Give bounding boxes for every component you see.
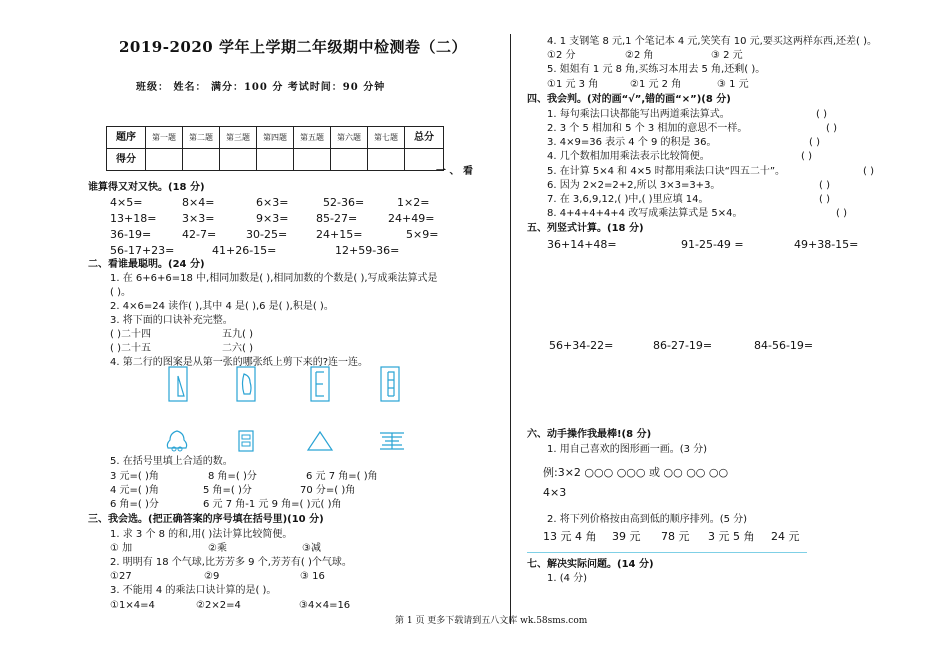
vertical-calc-item: 49+38-15=	[794, 238, 859, 251]
q3-4-option: ②2 角	[625, 50, 654, 61]
q3-4: 4. 1 支钢笔 8 元,1 个笔记本 4 元,笑笑有 10 元,要买这两样东西,还差( )。	[547, 36, 878, 47]
q2-5-item: 6 角=( )分	[110, 499, 159, 510]
q2-1-line-b: ( )。	[110, 287, 131, 298]
calc-item: 8×4=	[182, 196, 215, 209]
judge-answer-blank[interactable]: ( )	[809, 137, 820, 148]
judge-item: 7. 在 3,6,9,12,( )中,( )里应填 14。	[547, 194, 709, 205]
q2-3-d: 二六( )	[222, 343, 253, 354]
q3-2-option: ①27	[110, 571, 132, 582]
section-3-heading: 三、我会选。(把正确答案的序号填在括号里)(10 分)	[88, 514, 324, 525]
judge-answer-blank[interactable]: ( )	[819, 194, 830, 205]
q3-2-option: ③ 16	[300, 571, 325, 582]
judge-item: 5. 在计算 5×4 和 4×5 时都用乘法口诀“四五二十”。	[547, 166, 786, 177]
score-cell[interactable]	[220, 149, 257, 171]
judge-item: 8. 4+4+4+4+4 改写成乘法算式是 5×4。	[547, 208, 743, 219]
score-table-row-score: 得分	[107, 149, 146, 171]
score-col-1: 第一题	[146, 127, 183, 149]
judge-answer-blank[interactable]: ( )	[826, 123, 837, 134]
q2-5-item: 70 分=( )角	[300, 485, 356, 496]
section-2-heading: 二、看谁最聪明。(24 分)	[88, 259, 205, 270]
ladder-shape-icon	[236, 430, 256, 452]
calc-item: 42-7=	[182, 228, 217, 241]
section-5-heading: 五、列竖式计算。(18 分)	[527, 223, 644, 234]
score-col-3: 第三题	[220, 127, 257, 149]
section-4-heading: 四、我会判。(对的画“√”,错的画“×”)(8 分)	[527, 94, 731, 105]
section-6-heading: 六、动手操作我最棒!(8 分)	[527, 429, 652, 440]
q3-3-option: ①1×4=4	[110, 600, 155, 611]
e-shape-icon	[377, 430, 407, 452]
calc-item: 24+15=	[316, 228, 363, 241]
q2-5: 5. 在括号里填上合适的数。	[110, 456, 233, 467]
q3-5: 5. 姐姐有 1 元 8 角,买练习本用去 5 角,还剩( )。	[547, 64, 766, 75]
calc-item: 56-17+23=	[110, 244, 175, 257]
section-1-heading-a: 一 、 看	[436, 166, 473, 177]
q2-2: 2. 4×6=24 读作( ),其中 4 是( ),6 是( ),积是( )。	[110, 301, 334, 312]
vertical-calc-item: 36+14+48=	[547, 238, 617, 251]
calc-item: 1×2=	[397, 196, 430, 209]
q2-4: 4. 第二行的图案是从第一张的哪张纸上剪下来的?连一连。	[110, 357, 369, 368]
bell-shape-icon	[164, 428, 190, 452]
folded-paper-e-icon	[310, 366, 330, 402]
judge-item: 2. 3 个 5 相加和 5 个 3 相加的意思不一样。	[547, 123, 748, 134]
score-col-2: 第二题	[183, 127, 220, 149]
price-item: 13 元 4 角	[543, 530, 597, 543]
judge-item: 6. 因为 2×2=2+2,所以 3×3=3+3。	[547, 180, 721, 191]
calc-item: 12+59-36=	[335, 244, 400, 257]
q2-5-item: 5 角=( )分	[203, 485, 252, 496]
price-item: 3 元 5 角	[708, 530, 755, 543]
score-cell[interactable]	[257, 149, 294, 171]
q3-3-option: ②2×2=4	[196, 600, 241, 611]
calc-item: 3×3=	[182, 212, 215, 225]
q3-2-option: ②9	[204, 571, 220, 582]
score-col-7: 第七题	[368, 127, 405, 149]
calc-item: 4×5=	[110, 196, 143, 209]
judge-answer-blank[interactable]: ( )	[816, 109, 827, 120]
q6-4x3: 4×3	[543, 486, 567, 499]
column-divider	[510, 34, 511, 624]
score-col-4: 第四题	[257, 127, 294, 149]
calc-item: 52-36=	[323, 196, 365, 209]
score-col-total: 总分	[405, 127, 444, 149]
calc-item: 5×9=	[406, 228, 439, 241]
q2-5-item: 6 元 7 角-1 元 9 角=( )元( )角	[203, 499, 342, 510]
judge-item: 3. 4×9=36 表示 4 个 9 的积是 36。	[547, 137, 717, 148]
score-col-5: 第五题	[294, 127, 331, 149]
q3-5-option: ②1 元 2 角	[630, 79, 682, 90]
price-item: 78 元	[661, 530, 690, 543]
q3-5-option: ③ 1 元	[717, 79, 749, 90]
student-info-line: 班级： 姓名： 满分：100 分 考试时间：90 分钟	[136, 82, 386, 93]
folded-paper-bell-icon	[236, 366, 256, 402]
judge-item: 1. 每句乘法口诀都能写出两道乘法算式。	[547, 109, 730, 120]
calc-item: 6×3=	[256, 196, 289, 209]
calc-item: 36-19=	[110, 228, 152, 241]
calc-item: 41+26-15=	[212, 244, 277, 257]
price-item: 24 元	[771, 530, 800, 543]
q6-1: 1. 用自己喜欢的图形画一画。(3 分)	[547, 444, 708, 455]
calc-item: 13+18=	[110, 212, 157, 225]
judge-answer-blank[interactable]: ( )	[836, 208, 847, 219]
score-col-6: 第六题	[331, 127, 368, 149]
q2-5-item: 3 元=( )角	[110, 471, 159, 482]
section-7-heading: 七、解决实际问题。(14 分)	[527, 559, 654, 570]
q2-5-item: 4 元=( )角	[110, 485, 159, 496]
triangle-shape-icon	[306, 430, 334, 452]
q3-3: 3. 不能用 4 的乘法口诀计算的是( )。	[110, 585, 277, 596]
section-1-heading-b: 谁算得又对又快。(18 分)	[88, 182, 205, 193]
q2-5-item: 8 角=( )分	[208, 471, 257, 482]
score-cell[interactable]	[368, 149, 405, 171]
vertical-calc-item: 56+34-22=	[549, 339, 614, 352]
score-cell[interactable]	[331, 149, 368, 171]
folded-paper-triangle-icon	[168, 366, 188, 402]
price-item: 39 元	[612, 530, 641, 543]
folded-paper-ladder-icon	[380, 366, 400, 402]
q3-1-option: ③减	[302, 543, 321, 554]
calc-item: 85-27=	[316, 212, 358, 225]
q3-1: 1. 求 3 个 8 的和,用( )法计算比较简便。	[110, 529, 293, 540]
score-table	[106, 126, 444, 171]
q3-1-option: ① 加	[110, 543, 133, 554]
vertical-calc-item: 86-27-19=	[653, 339, 713, 352]
q2-3-c: ( )二十五	[110, 343, 151, 354]
answer-divider-line	[527, 552, 807, 553]
q3-4-option: ③ 2 元	[711, 50, 743, 61]
q2-3-a: ( )二十四	[110, 329, 151, 340]
score-cell[interactable]	[294, 149, 331, 171]
q2-3-b: 五九( )	[222, 329, 253, 340]
q3-1-option: ②乘	[208, 543, 227, 554]
q2-3: 3. 将下面的口诀补充完整。	[110, 315, 233, 326]
judge-answer-blank[interactable]: ( )	[819, 180, 830, 191]
q3-2: 2. 明明有 18 个气球,比芳芳多 9 个,芳芳有( )个气球。	[110, 557, 352, 568]
page-title: 2019-2020 学年上学期二年级期中检测卷（二）	[119, 38, 467, 56]
page-footer: 第 1 页 更多下载请到五八文库 wk.58sms.com	[395, 616, 588, 626]
judge-answer-blank[interactable]: ( )	[801, 151, 812, 162]
score-cell[interactable]	[183, 149, 220, 171]
q3-3-option: ③4×4=16	[299, 600, 351, 611]
vertical-calc-item: 91-25-49 =	[681, 238, 744, 251]
q6-example: 例:3×2 ○○○ ○○○ 或 ○○ ○○ ○○	[543, 466, 729, 479]
score-cell[interactable]	[146, 149, 183, 171]
q2-1-line-a: 1. 在 6+6+6=18 中,相同加数是( ),相同加数的个数是( ),写成乘法算式是	[110, 273, 438, 284]
calc-item: 30-25=	[246, 228, 288, 241]
q2-5-item: 6 元 7 角=( )角	[306, 471, 378, 482]
q3-5-option: ①1 元 3 角	[547, 79, 599, 90]
judge-answer-blank[interactable]: ( )	[863, 166, 874, 177]
judge-item: 4. 几个数相加用乘法表示比较简便。	[547, 151, 710, 162]
q6-2: 2. 将下列价格按由高到低的顺序排列。(5 分)	[547, 514, 748, 525]
q3-4-option: ①2 分	[547, 50, 576, 61]
q7-1: 1. (4 分)	[547, 573, 588, 584]
calc-item: 24+49=	[388, 212, 435, 225]
score-table-row-head: 题序	[107, 127, 146, 149]
vertical-calc-item: 84-56-19=	[754, 339, 814, 352]
calc-item: 9×3=	[256, 212, 289, 225]
